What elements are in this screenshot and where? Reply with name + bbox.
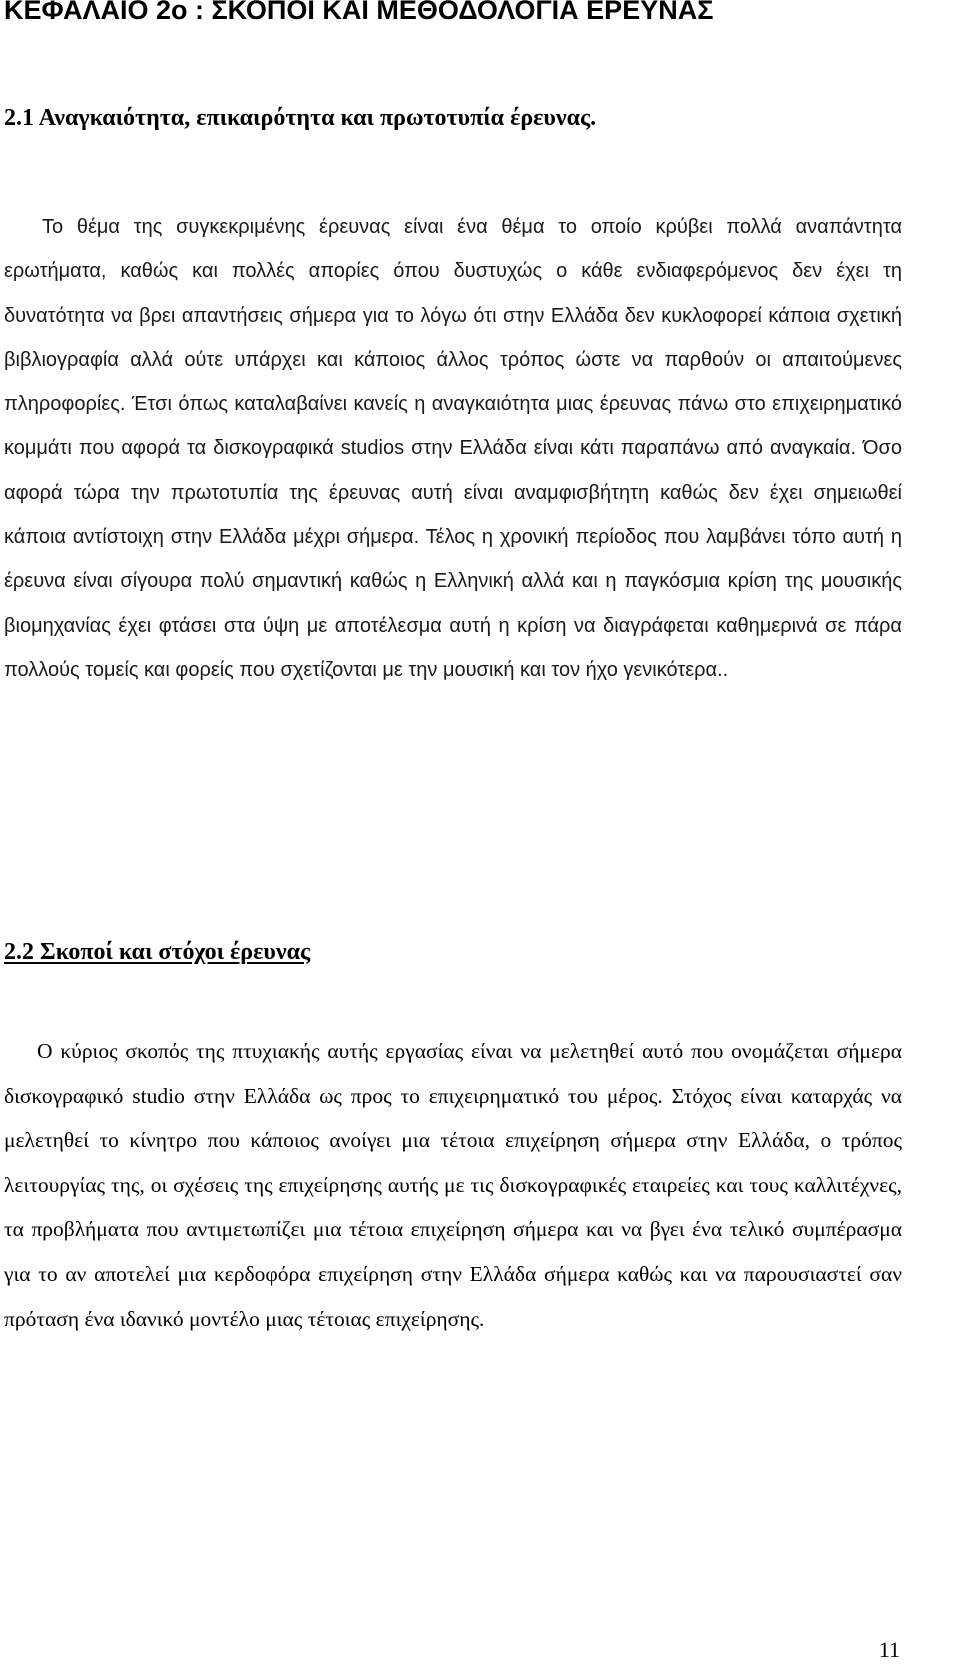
section-heading-2-1: 2.1 Αναγκαιότητα, επικαιρότητα και πρωτοτυπία έρευνας.	[4, 105, 597, 131]
section-2-1-paragraph: Το θέμα της συγκεκριμένης έρευνας είναι ένα θέμα το οποίο κρύβει πολλά αναπάντητα ερωτήματα, καθώς και πολλές απορίες όπου δυστυχώς ο κάθε ενδιαφερόμενος δεν έχει τη δυνατότητα να βρει απαντήσεις σήμερα για το λόγω ότι στην Ελλάδα δεν κυκλοφορεί κάποια σχετική βιβλιογραφία αλλά ούτε υπάρχει και κάποιος άλλος τρόπος ώστε να παρθούν οι απαιτούμενες πληροφορίες. Έτσι όπως καταλαβαίνει κανείς η αναγκαιότητα μιας έρευνας πάνω στο επιχειρηματικό κομμάτι που αφορά τα δισκογραφικά studios στην Ελλάδα είναι κάτι παραπάνω από αναγκαία. Όσο αφορά τώρα την πρωτοτυπία της έρευνας αυτή είναι αναμφισβήτητη καθώς δεν έχει σημειωθεί κάποια αντίστοιχη στην Ελλάδα μέχρι σήμερα. Τέλος η χρονική περίοδος που λαμβάνει τόπο αυτή η έρευνα είναι σίγουρα πολύ σημαντική καθώς η Ελληνική αλλά και η παγκόσμια κρίση της μουσικής βιομηχανίας έχει φτάσει στα ύψη με αποτέλεσμα αυτή η κρίση να διαγράφεται καθημερινά σε πάρα πολλούς τομείς και φορείς που σχετίζονται με την μουσική και τον ήχο γενικότερα..	[4, 216, 902, 681]
chapter-title: ΚΕΦΑΛΑΙΟ 2ο : ΣΚΟΠΟΙ ΚΑΙ ΜΕΘΟΔΟΛΟΓΙΑ ΕΡΕΥΝΑΣ	[4, 0, 714, 25]
section-heading-2-2: 2.2 Σκοποί και στόχοι έρευνας	[4, 939, 311, 965]
section-2-2-paragraph: Ο κύριος σκοπός της πτυχιακής αυτής εργασίας είναι να μελετηθεί αυτό που ονομάζεται σήμερα δισκογραφικό studio στην Ελλάδα ως προς το επιχειρηματικό του μέρος. Στόχος είναι καταρχάς να μελετηθεί το κίνητρο που κάποιος ανοίγει μια τέτοια επιχείρηση σήμερα στην Ελλάδα, ο τρόπος λειτουργίας της, οι σχέσεις της επιχείρησης αυτής με τις δισκογραφικές εταιρείες και τους καλλιτέχνες, τα προβλήματα που αντιμετωπίζει μια τέτοια επιχείρηση σήμερα και να βγει ένα τελικό συμπέρασμα για το αν αποτελεί μια κερδοφόρα επιχείρηση στην Ελλάδα σήμερα καθώς και να παρουσιαστεί σαν πρόταση ένα ιδανικό μοντέλο μιας τέτοιας επιχείρησης.	[4, 1039, 902, 1331]
page-number: 11	[878, 1637, 900, 1662]
